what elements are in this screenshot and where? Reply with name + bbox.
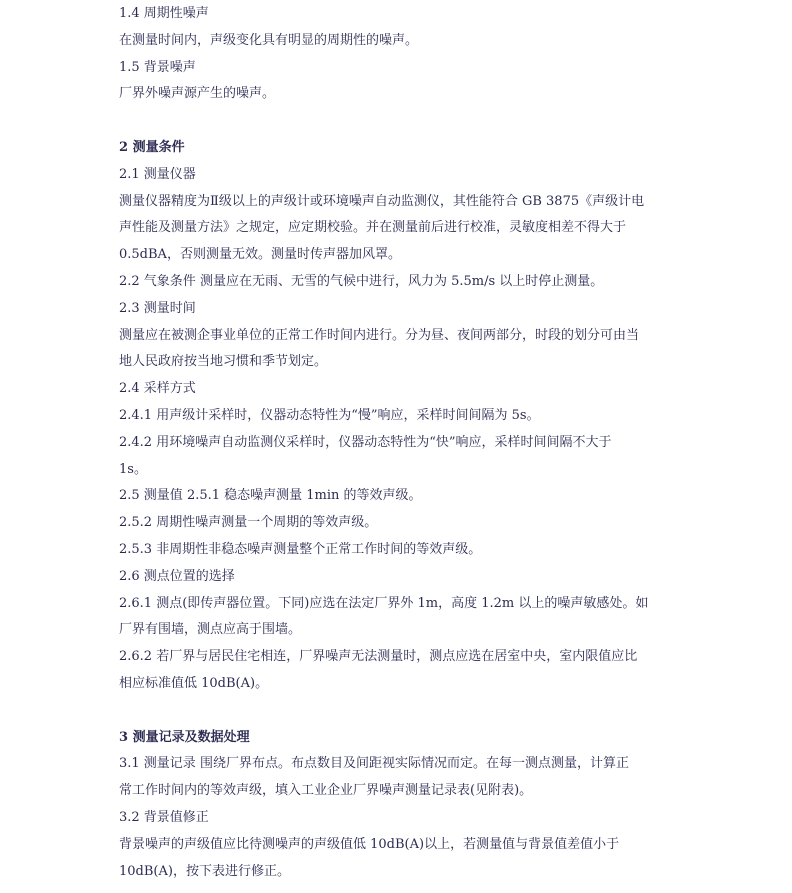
paragraph-line: 厂界外噪声源产生的噪声。 — [119, 86, 276, 102]
section-heading-2: 2 测量条件 — [119, 139, 185, 155]
blank-line — [119, 108, 679, 135]
document-body — [119, 1, 679, 885]
subsection-heading-2-4: 2.4 采样方式 — [119, 381, 196, 397]
paragraph-line: 背景噪声的声级值应比待测噪声的声级值低 10dB(A)以上，若测量值与背景值差值小于 — [119, 836, 620, 852]
subsection-heading-2-1: 2.1 测量仪器 — [119, 166, 196, 182]
paragraph-line: 厂界有围墙，测点应高于围墙。 — [119, 622, 302, 638]
subsection-heading-2-5: 2.5 测量值 2.5.1 稳态噪声测量 1min 的等效声级。 — [119, 488, 422, 504]
paragraph-line: 在测量时间内，声级变化具有明显的周期性的噪声。 — [119, 32, 419, 48]
paragraph-line: 0.5dBA，否则测量无效。测量时传声器加风罩。 — [119, 247, 401, 263]
subsection-heading-2-3: 2.3 测量时间 — [119, 300, 196, 316]
subsection-heading-2-6: 2.6 测点位置的选择 — [119, 568, 235, 584]
subsection-heading-3-2: 3.2 背景值修正 — [119, 809, 209, 825]
subsection-heading-1-5: 1.5 背景噪声 — [119, 59, 196, 75]
paragraph-line: 2.5.2 周期性噪声测量一个周期的等效声级。 — [119, 515, 378, 531]
paragraph-line: 测量应在被测企事业单位的正常工作时间内进行。分为昼、夜间两部分，时段的划分可由当 — [119, 327, 640, 343]
paragraph-line: 测量仪器精度为Ⅱ级以上的声级计或环境噪声自动监测仪，其性能符合 GB 3875《声级计电 — [119, 193, 645, 209]
section-heading-3: 3 测量记录及数据处理 — [119, 729, 250, 745]
paragraph-line: 2.6.2 若厂界与居民住宅相连，厂界噪声无法测量时，测点应选在居室中央，室内限值应比 — [119, 649, 638, 665]
paragraph-line: 2.4.1 用声级计采样时，仪器动态特性为“慢”响应，采样时间间隔为 5s。 — [119, 407, 540, 423]
paragraph-line: 2.6.1 测点(即传声器位置。下同)应选在法定厂界外 1m，高度 1.2m 以上的噪声敏感处。如 — [119, 595, 649, 611]
paragraph-line: 2.5.3 非周期性非稳态噪声测量整个正常工作时间的等效声级。 — [119, 541, 482, 557]
blank-line — [119, 698, 679, 725]
paragraph-line: 10dB(A)，按下表进行修正。 — [119, 863, 290, 879]
paragraph-line: 常工作时间内的等效声级，填入工业企业厂界噪声测量记录表(见附表)。 — [119, 783, 533, 799]
subsection-heading-2-2: 2.2 气象条件 测量应在无雨、无雪的气候中进行，风力为 5.5m/s 以上时停止测量。 — [119, 273, 604, 289]
subsection-heading-3-1: 3.1 测量记录 围绕厂界布点。布点数目及间距视实际情况而定。在每一测点测量，计算正 — [119, 756, 629, 772]
paragraph-line: 相应标准值低 10dB(A)。 — [119, 675, 269, 691]
paragraph-line: 2.4.2 用环境噪声自动监测仪采样时，仪器动态特性为“快”响应，采样时间间隔不大于 — [119, 434, 612, 450]
paragraph-line: 1s。 — [119, 461, 147, 477]
paragraph-line: 声性能及测量方法》之规定，应定期校验。并在测量前后进行校准，灵敏度相差不得大于 — [119, 220, 627, 236]
paragraph-line: 地人民政府按当地习惯和季节划定。 — [119, 354, 328, 370]
subsection-heading-1-4: 1.4 周期性噪声 — [119, 6, 209, 21]
